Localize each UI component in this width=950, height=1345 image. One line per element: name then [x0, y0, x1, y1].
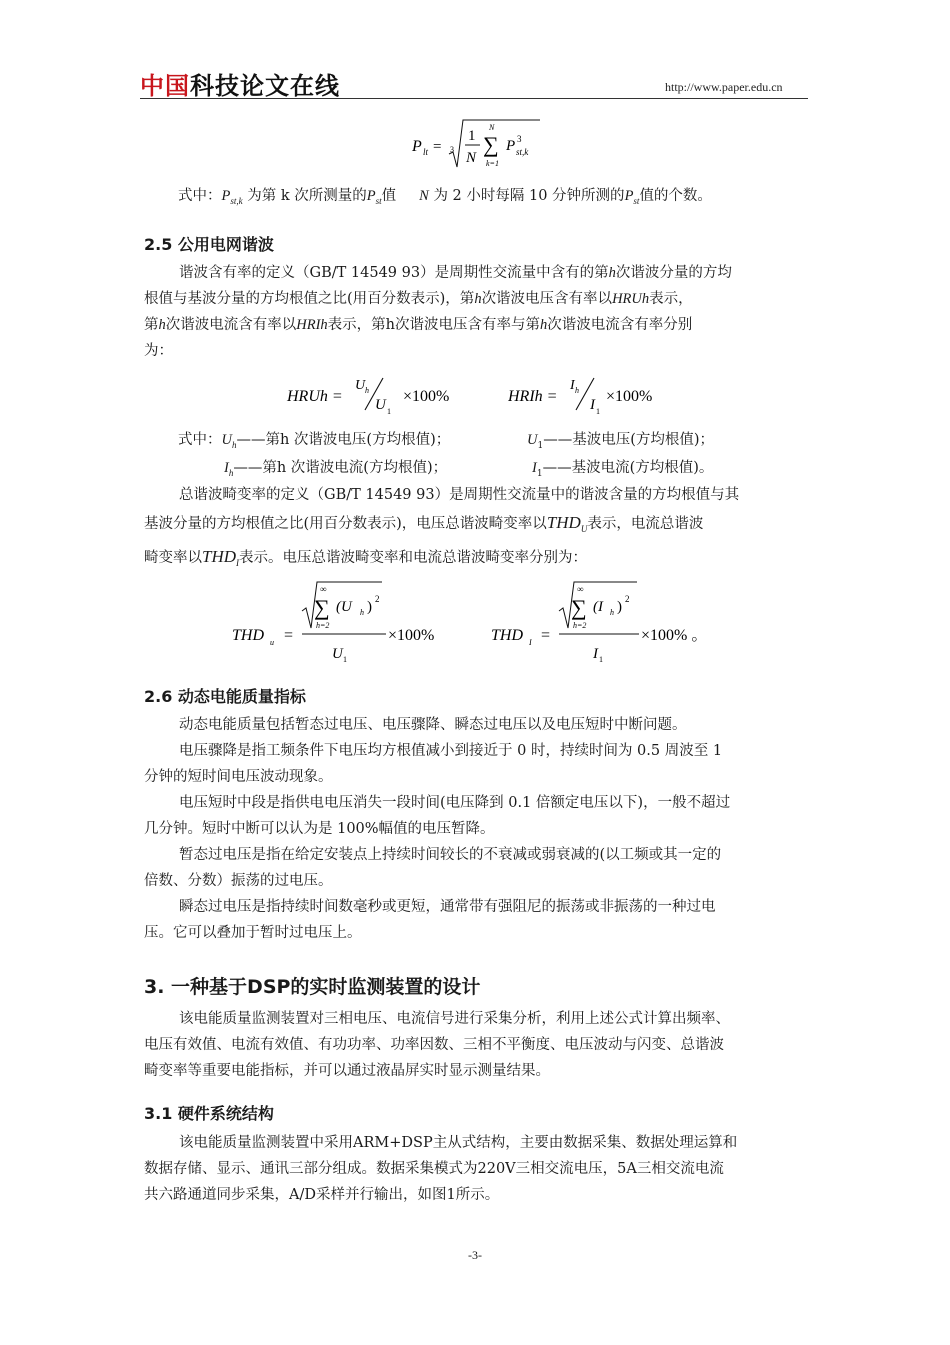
svg-text:h=2: h=2	[573, 621, 587, 630]
section-3-body: 该电能质量监测装置对三相电压、电流信号进行采集分析，利用上述公式计算出频率、 电压有效值、电流有效值、有功功率、功率因数、三相不平衡度、电压波动与闪变、总谐波 畸变率等重要电能指标，并可以通过液晶屏实时显示测量结果。	[144, 1011, 730, 1079]
svg-text:h: h	[365, 386, 369, 395]
svg-text:(U: (U	[336, 599, 352, 615]
section-2-5-paragraph: 谐波含有率的定义（GB/T 14549 93）是周期性交流量中含有的第h次谐波分量的方均 根值与基波分量的方均根值之比(用百分数表示)，第h次谐波电压含有率以HRUh表示， 第h次谐波电流含有率以HRIh表示，第h次谐波电压含有率与第h次谐波电流含有率分别 为：	[144, 265, 732, 359]
svg-text:2: 2	[375, 594, 380, 604]
svg-text:2: 2	[625, 594, 630, 604]
plt-term-sup: 3	[517, 134, 522, 144]
svg-text:I: I	[570, 378, 575, 393]
svg-text:=: =	[284, 627, 294, 644]
plt-note: 式中：$P_{st,k}$ 为第 k 次所测量的$P_{st}$值 N 为 2 小时每隔 10 分钟所测的$P_{st}$值的个数。	[178, 188, 712, 206]
svg-text:h=2: h=2	[316, 621, 330, 630]
defs-line-1b: $U_1——$基波电压(方均根值)；	[527, 432, 715, 451]
svg-text:): )	[617, 599, 622, 615]
svg-text:HRUh =: HRUh =	[287, 388, 343, 405]
formula-plt	[400, 114, 560, 172]
formula-hri	[508, 372, 688, 420]
svg-text:×100%: ×100%	[606, 388, 653, 405]
plt-frac-den: N	[466, 150, 477, 166]
plt-sum-top: N	[489, 123, 495, 132]
svg-text:1: 1	[387, 407, 391, 416]
section-3-title: 3. 一种基于DSP的实时监测装置的设计	[144, 976, 481, 998]
thd-paragraph: 总谐波畸变率的定义（GB/T 14549 93）是周期性交流量中的谐波含量的方均根值与其 基波分量的方均根值之比(用百分数表示)，电压总谐波畸变率以$THD_U$表示，电流总谐波 畸变率以$THD_I$表示。电压总谐波畸变率和电流总谐波畸变率分别为：	[144, 487, 740, 568]
svg-text:I: I	[529, 638, 532, 647]
section-2-6-title: 2.6 动态电能质量指标	[144, 687, 306, 706]
svg-text:h: h	[610, 608, 614, 617]
header-url[interactable]: http://www.paper.edu.cn	[665, 80, 783, 94]
logo-black-text: 科技论文在线	[190, 72, 340, 100]
svg-text:×100% 。: ×100% 。	[641, 627, 708, 644]
header-divider	[140, 98, 808, 99]
svg-text:I: I	[593, 646, 598, 662]
svg-text:HRIh =: HRIh =	[508, 388, 558, 405]
svg-text:h: h	[575, 386, 579, 395]
plt-lhs-sub: lt	[423, 147, 429, 157]
svg-text:): )	[367, 599, 372, 615]
svg-text:U: U	[375, 397, 386, 413]
logo-red-text: 中国	[140, 72, 190, 100]
plt-root-index: 3	[450, 145, 454, 154]
svg-text:I: I	[590, 397, 595, 413]
svg-text:THD: THD	[491, 627, 524, 644]
formula-hru	[285, 372, 485, 420]
plt-lhs: P	[412, 138, 422, 155]
svg-text:=: =	[433, 139, 442, 155]
svg-text:∑: ∑	[483, 132, 499, 157]
svg-text:h: h	[360, 608, 364, 617]
svg-text:∑: ∑	[571, 595, 587, 620]
svg-text:∑: ∑	[314, 595, 330, 620]
formula-thdu	[232, 578, 452, 668]
defs-line-1: 式中：$U_h——$第h 次谐波电压(方均根值)；	[178, 432, 451, 450]
plt-term-sub: st,k	[516, 147, 529, 157]
page-number: -3-	[468, 1248, 482, 1262]
svg-text:U: U	[355, 378, 366, 393]
svg-text:(I: (I	[593, 599, 603, 615]
svg-text:×100%: ×100%	[388, 627, 435, 644]
svg-text:∞: ∞	[577, 584, 584, 594]
plt-sum-bottom: k=1	[486, 159, 499, 168]
section-3-1-body: 该电能质量监测装置中采用ARM+DSP主从式结构，主要由数据采集、数据处理运算和 数据存储、显示、通讯三部分组成。数据采集模式为220V三相交流电压，5A三相交流电流 共六路通道同步采集，A/D采样并行输出，如图1所示。	[144, 1135, 738, 1203]
svg-text:U: U	[332, 646, 343, 662]
svg-text:∞: ∞	[320, 584, 327, 594]
svg-text:u: u	[270, 638, 274, 647]
plt-term: P	[506, 138, 516, 154]
svg-text:1: 1	[343, 655, 347, 664]
section-2-6-body: 动态电能质量包括暂态过电压、电压骤降、瞬态过电压以及电压短时中断问题。 电压骤降是指工频条件下电压均方根值减小到接近于 0 时，持续时间为 0.5 周波至 1 分钟的短时间电压波动现象。 电压短时中段是指供电电压消失一段时间(电压降到 0.1 倍额定电压以下)，一般不超过 几分钟。短时中断可以认为是 100%幅值的电压暂降。 暂态过电压是指在给定安装点上持续时间较长的不衰减或弱衰减的(以工频或其一定的 倍数、分数）振荡的过电压。 瞬态过电压是指持续时间数毫秒或更短，通常带有强阻尼的振荡或非振荡的一种过电 压。它可以叠加于暂时过电压上。	[144, 717, 731, 941]
section-2-5-title: 2.5 公用电网谐波	[144, 235, 274, 254]
defs-line-2: $I_h——$第h 次谐波电流(方均根值)；	[224, 460, 448, 478]
svg-text:THD: THD	[232, 627, 265, 644]
section-3-1-title: 3.1 硬件系统结构	[144, 1104, 274, 1123]
svg-text:1: 1	[599, 655, 603, 664]
site-logo	[140, 66, 340, 101]
formula-thdi	[491, 578, 731, 668]
svg-text:1: 1	[596, 407, 600, 416]
plt-frac-num: 1	[468, 128, 476, 144]
svg-text:×100%: ×100%	[403, 388, 450, 405]
svg-text:=: =	[541, 627, 551, 644]
defs-line-2b: $I_1——$基波电流(方均根值)。	[532, 460, 714, 479]
